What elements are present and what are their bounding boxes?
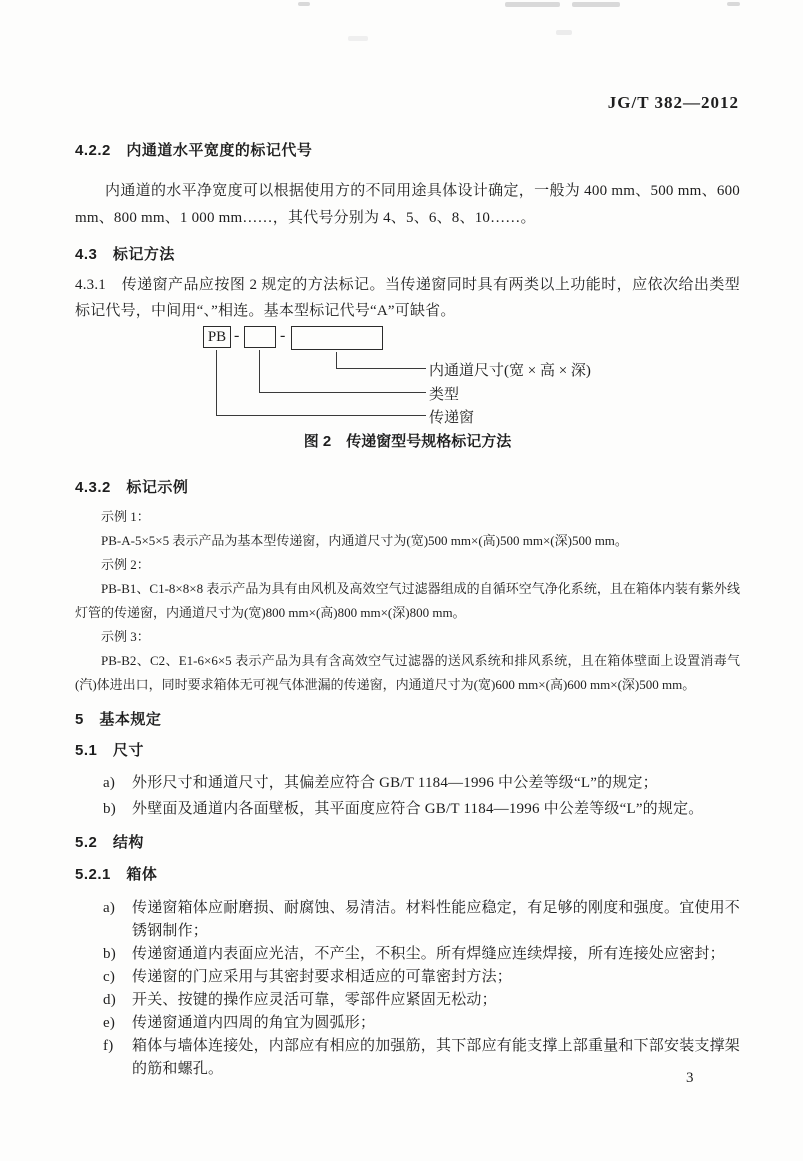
figure-2-caption: 图 2 传递窗型号规格标记方法 — [303, 433, 512, 450]
scan-artifact — [572, 2, 620, 7]
page-number: 3 — [686, 1070, 694, 1086]
section-heading-4-3: 4.3 标记方法 — [75, 246, 175, 263]
list-item-text: 传递窗通道内表面应光洁，不产尘，不积尘。所有焊缝应连续焊接，所有连接处应密封； — [132, 946, 725, 962]
list-item — [103, 1035, 741, 1081]
list-item-marker: a) — [103, 900, 116, 916]
example-2-label: 示例 2： — [101, 557, 150, 572]
example-3-label: 示例 3： — [101, 629, 150, 644]
example-2-text: PB-B1、C1-8×8×8 表示产品为具有由风机及高效空气过滤器组成的自循环空气净化系统，且在箱体内装有紫外线灯管的传递窗，内通道尺寸为(宽)800 mm×(高)800 mm×(深)800 mm。 — [75, 581, 740, 620]
list-item-text: 传递窗通道内四周的角宜为圆弧形； — [132, 1015, 376, 1031]
connector-line-window — [216, 350, 426, 416]
list-item-marker: e) — [103, 1015, 116, 1031]
scan-artifact — [298, 2, 310, 6]
list-item-marker: b) — [103, 801, 116, 817]
type-code-box — [244, 326, 276, 348]
section-heading-4-3-2: 4.3.2 标记示例 — [75, 479, 189, 496]
list-item — [103, 897, 741, 943]
figure-label-pass-window: 传递窗 — [429, 410, 475, 426]
list-item-marker: c) — [103, 969, 116, 985]
example-3-text: PB-B2、C2、E1-6×6×5 表示产品为具有含高效空气过滤器的送风系统和排风系统，且在箱体壁面上设置消毒气(汽)体进出口，同时要求箱体无可视气体泄漏的传递窗，内通道尺寸为(宽)600 mm×(高)600 mm×(深)500 mm。 — [75, 653, 740, 692]
section-heading-5-2: 5.2 结构 — [75, 834, 144, 851]
figure-label-type: 类型 — [429, 387, 460, 403]
scan-artifact — [348, 36, 368, 41]
example-1-label: 示例 1： — [101, 509, 150, 524]
list-item — [103, 989, 740, 1012]
section-heading-5: 5 基本规定 — [75, 711, 162, 728]
example-1-text: PB-A-5×5×5 表示产品为基本型传递窗，内通道尺寸为(宽)500 mm×(高)500 mm×(深)500 mm。 — [101, 533, 628, 548]
list-item — [103, 966, 740, 989]
list-item-marker: b) — [103, 946, 116, 962]
list-item-text: 箱体与墙体连接处，内部应有相应的加强筋，其下部应有能支撑上部重量和下部安装支撑架的筋和螺孔。 — [132, 1038, 741, 1077]
list-item — [103, 796, 740, 822]
designation-prefix-box: PB — [203, 326, 231, 348]
paragraph-4-2-2: 内通道的水平净宽度可以根据使用方的不同用途具体设计确定，一般为 400 mm、500 mm、600 mm、800 mm、1 000 mm……，其代号分别为 4、5、6、8、10……。 — [75, 183, 740, 226]
paragraph-4-3-1: 4.3.1 传递窗产品应按图 2 规定的方法标记。当传递窗同时具有两类以上功能时，应依次给出类型标记代号，中间用“、”相连。基本型标记代号“A”可缺省。 — [75, 277, 740, 319]
scan-artifact — [556, 30, 572, 35]
examples-block — [75, 505, 740, 697]
list-item-marker: a) — [103, 775, 116, 791]
section-heading-5-1: 5.1 尺寸 — [75, 742, 144, 759]
list-item-text: 传递窗箱体应耐磨损、耐腐蚀、易清洁。材料性能应稳定，有足够的刚度和强度。宜使用不锈钢制作； — [132, 900, 741, 939]
dash-separator: - — [234, 327, 240, 344]
standard-number: JG/T 382—2012 — [607, 93, 739, 112]
list-item-marker: f) — [103, 1038, 114, 1054]
document-body — [0, 141, 803, 1081]
section-heading-4-2-2: 4.2.2 内通道水平宽度的标记代号 — [75, 142, 313, 159]
size-code-box — [291, 326, 383, 350]
list-item-marker: d) — [103, 992, 116, 1008]
list-item-text: 开关、按键的操作应灵活可靠，零部件应紧固无松动； — [132, 992, 497, 1008]
scan-artifact — [505, 2, 560, 7]
scan-artifact — [727, 2, 740, 6]
list-item-text: 传递窗的门应采用与其密封要求相适应的可靠密封方法； — [132, 969, 513, 985]
clause-5-2-1-list — [75, 897, 740, 1081]
list-item — [103, 1012, 740, 1035]
clause-5-1-list — [75, 770, 740, 822]
dash-separator: - — [280, 327, 286, 344]
figure-label-channel-size: 内通道尺寸(宽 × 高 × 深) — [429, 363, 591, 379]
section-heading-5-2-1: 5.2.1 箱体 — [75, 866, 158, 883]
list-item — [103, 943, 740, 966]
list-item-text: 外形尺寸和通道尺寸，其偏差应符合 GB/T 1184—1996 中公差等级“L”的规定； — [132, 775, 658, 791]
list-item — [103, 770, 740, 796]
list-item-text: 外壁面及通道内各面壁板，其平面度应符合 GB/T 1184—1996 中公差等级“L”的规定。 — [132, 801, 704, 817]
figure-2-designation-diagram — [75, 324, 740, 424]
